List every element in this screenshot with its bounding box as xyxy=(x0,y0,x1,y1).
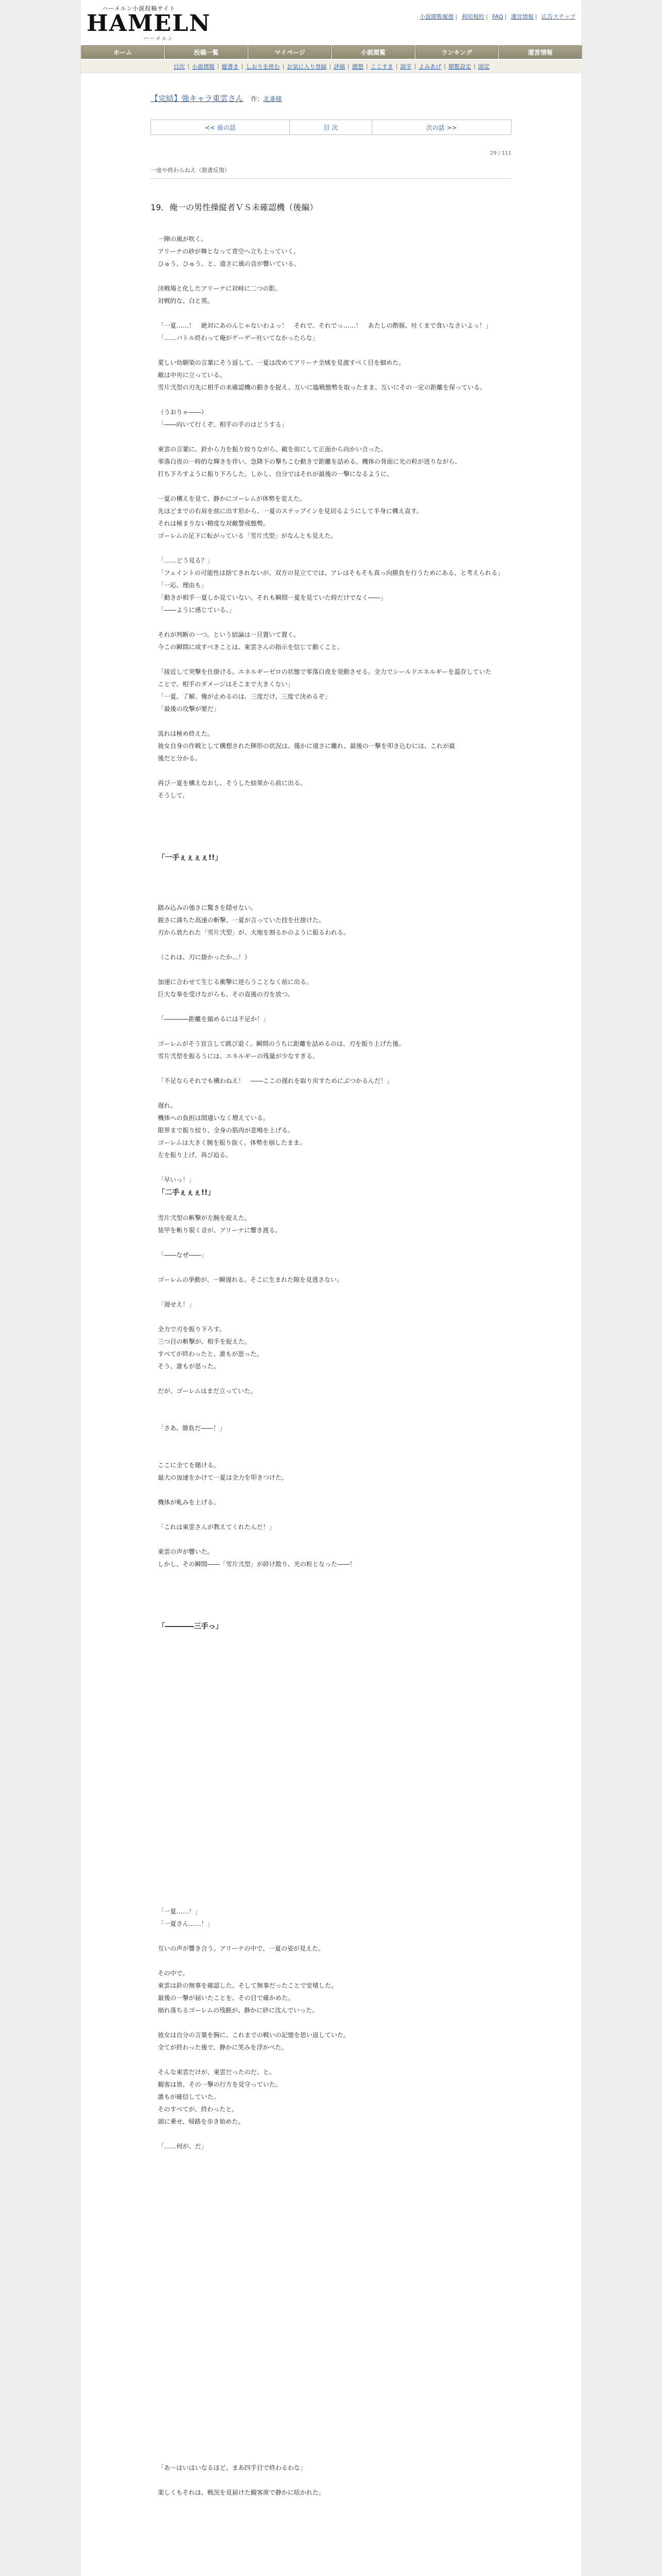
body-paragraph xyxy=(158,1025,514,1038)
toplink-operation[interactable]: 運営情報 xyxy=(511,13,534,20)
body-paragraph xyxy=(158,1646,514,1658)
subnav-toc[interactable]: 目次 xyxy=(173,63,185,70)
body-paragraph xyxy=(158,2511,514,2523)
body-paragraph: 「……何が、だ」 xyxy=(158,2143,208,2150)
subnav-favorite[interactable]: お気に入り登録 xyxy=(287,63,327,70)
body-paragraph xyxy=(158,2264,514,2276)
body-paragraph: 「――ように感じている。」 xyxy=(158,606,236,614)
body-paragraph xyxy=(158,653,514,666)
nav-info[interactable]: 運営情報 xyxy=(499,45,582,59)
body-paragraph: ひゅう、ひゅう、と、遠さに風の音が響いている。 xyxy=(158,260,301,267)
body-paragraph: 加速に合わせて生じる衝撃に逆らうことなく前に出る。 xyxy=(158,978,313,986)
body-paragraph: 雪片弐型の斬撃が左腕を捉えた。 xyxy=(158,1214,251,1222)
body-paragraph: その中で。 xyxy=(158,1970,189,1977)
subnav-rate[interactable]: 評価 xyxy=(334,63,345,70)
body-paragraph xyxy=(158,877,514,889)
body-paragraph: 全力で刃を振り下ろす。 xyxy=(158,1326,226,1333)
body-paragraph: 「あ～はいはいなるほど。まあ四手目で終わるわな」 xyxy=(158,2464,307,2471)
body-paragraph xyxy=(158,1001,514,1013)
logo-tagline: ハーメルン小説投稿サイト xyxy=(102,5,176,12)
subnav-vertical[interactable]: 縦書き xyxy=(221,63,239,70)
body-paragraph xyxy=(158,1930,514,1942)
body-paragraph xyxy=(158,1533,514,1546)
body-paragraph: 三つ目の斬撃が、相手を捉えた。 xyxy=(158,1338,251,1345)
body-paragraph xyxy=(158,715,514,727)
site-logo[interactable] xyxy=(87,3,211,42)
body-paragraph xyxy=(158,2214,514,2227)
body-paragraph: 「――――距離を縮めるには不足か！」 xyxy=(158,1015,270,1023)
body-paragraph xyxy=(158,2499,514,2511)
body-paragraph: 「接近して突撃を仕掛ける。エネルギーゼロの状態で零落白夜を発動させる。全力でシールドエネルギーを温存していた xyxy=(158,668,492,675)
body-paragraph: ゴーレムがそう宣言して跳び退く。瞬間のうちに距離を詰めるのは、刃を振り上げた後。 xyxy=(158,1040,405,1047)
body-paragraph: 「一応、理由も」 xyxy=(158,582,208,589)
author-label: 作： xyxy=(251,95,263,103)
body-paragraph: 観客は皆、その一撃の行方を見守っていた。 xyxy=(158,2081,282,2088)
body-paragraph: 誰もが確信していた。 xyxy=(158,2093,220,2100)
body-paragraph: 装甲を斬り裂く音が、アリーナに響き渡る。 xyxy=(158,1227,282,1234)
body-paragraph: 機体への負担は間違いなく増えている。 xyxy=(158,1114,270,1122)
body-paragraph xyxy=(158,2437,514,2449)
nav-ranking[interactable]: ランキング xyxy=(416,45,498,59)
body-paragraph xyxy=(158,1372,514,1385)
body-paragraph xyxy=(158,616,514,629)
body-paragraph: 東雲の言葉に、鈴から力を振り絞りながら、敵を前にして正面から向かい合った。 xyxy=(158,446,387,453)
subnav-comment[interactable]: 感想 xyxy=(352,63,363,70)
body-paragraph: 「フェイントの可能性は捨てきれないが、双方の見立てでは、アレはそもそも真っ向勝負を行うためにある、と考えられる」 xyxy=(158,569,504,577)
toplink-faq[interactable]: FAQ xyxy=(492,13,503,20)
divider xyxy=(151,178,511,179)
subnav-info[interactable]: 小説情報 xyxy=(192,63,215,70)
top-links: 小説閲覧履歴 | 利用規約 | FAQ | 運営情報 | 広告ステップ xyxy=(420,13,575,20)
nav-mypage[interactable]: マイページ xyxy=(249,45,331,59)
body-paragraph xyxy=(158,826,514,839)
body-paragraph: 「さあ、勝負だ――！」 xyxy=(158,1425,226,1432)
body-paragraph: 踏み込みの強さに驚きを隠せない。 xyxy=(158,904,257,911)
body-paragraph xyxy=(158,270,514,282)
subnav-readaloud[interactable]: よみあげ xyxy=(419,63,442,70)
body-paragraph: 一夏の構えを見て、静かにゴーレムが体勢を変えた。 xyxy=(158,495,306,502)
body-paragraph xyxy=(158,1658,514,1670)
body-paragraph: 今この瞬間に成すべきことは、東雲さんの指示を信じて動くこと。 xyxy=(158,643,343,651)
sub-nav: 目次 | 小説情報 | 縦書き | しおりを挟む | お気に入り登録 | 評価 | 感想 | ここすき | 誤字 | よみあげ | 閲覧設定 | 固定 xyxy=(80,60,583,73)
body-paragraph: 「一夏、了解。俺が止めるのは、三度だけ。三度で決めるぞ」 xyxy=(158,693,331,700)
toc-link[interactable]: 目 次 xyxy=(290,120,372,134)
main-nav xyxy=(80,45,583,59)
body-paragraph: 後だと分かる。 xyxy=(158,755,202,762)
body-paragraph: 「――なぜ――」 xyxy=(158,1251,208,1259)
body-paragraph xyxy=(158,2128,514,2140)
body-paragraph xyxy=(158,889,514,902)
page-container xyxy=(80,0,582,2576)
chapter-preface: 一度や終わらねえ（筋書反復） xyxy=(151,167,230,174)
body-paragraph: 限界まで振り絞り、全身の筋肉が悲鳴を上げる。 xyxy=(158,1127,294,1134)
body-paragraph xyxy=(158,1744,514,1757)
body-paragraph: 「一夏……！」 xyxy=(158,1908,202,1915)
body-paragraph xyxy=(158,1236,514,1249)
body-paragraph: 左を振り上げ、再び迫る。 xyxy=(158,1151,232,1159)
body-paragraph: そう、誰もが思った。 xyxy=(158,1363,220,1370)
body-paragraph: 遅れ。 xyxy=(158,1102,177,1109)
body-paragraph: そのすべてが、終わったと。 xyxy=(158,2106,238,2113)
body-paragraph: それは極まりない精度な対敵警戒態勢。 xyxy=(158,520,270,527)
body-paragraph: ゴーレムの足下に転がっている「雪片弐型」がなんとも見えた。 xyxy=(158,532,337,539)
body-paragraph: アリーナの砂が舞となって青空へ立ち上っていく。 xyxy=(158,248,300,255)
body-paragraph xyxy=(158,1794,514,1806)
body-paragraph: 打ち下ろすように振り下ろした。しかし、自分ではそれが最後の一撃になるように、 xyxy=(158,470,393,478)
body-paragraph xyxy=(158,765,514,777)
body-paragraph xyxy=(158,1410,514,1422)
body-paragraph: そんな東雲だけが、東雲だったのだ、と。 xyxy=(158,2069,276,2076)
toplink-history[interactable]: 小説閲覧履歴 xyxy=(420,13,454,20)
body-paragraph xyxy=(158,2289,514,2301)
chapter-nav xyxy=(151,120,511,135)
body-paragraph: すべてが終わったと、誰もが思った。 xyxy=(158,1350,263,1358)
body-paragraph: 「一夏さん……！」 xyxy=(158,1920,214,1927)
body-paragraph xyxy=(158,2301,514,2313)
body-paragraph xyxy=(158,1769,514,1782)
body-paragraph: 雪片弐型を振るうには、エネルギーの残量が少なすぎる。 xyxy=(158,1053,319,1060)
body-paragraph: 鋭さに満ちた高速の斬撃、一夏が言っていた技を仕掛けた。 xyxy=(158,917,325,924)
prev-chapter-link[interactable]: << 前の話 xyxy=(151,120,290,134)
body-paragraph xyxy=(158,2227,514,2239)
body-paragraph xyxy=(158,939,514,951)
body-paragraph: 敵は中央に立っている。 xyxy=(158,371,226,379)
body-paragraph: （これは、刃に掛かったか…！） xyxy=(158,954,251,961)
body-paragraph xyxy=(158,2313,514,2326)
body-paragraph xyxy=(158,1720,514,1732)
body-paragraph: 最後の一撃が届いたことを、その目で確かめた。 xyxy=(158,1994,294,2002)
body-paragraph: 「二手ぇぇぇ!!」 xyxy=(158,1189,215,1197)
body-paragraph xyxy=(158,2548,514,2561)
body-paragraph: 零落白夜の一時的な輝きを伴い、急降下の撃ちこむ動きで距離を詰める。機体の背面に光の粒が迸りながら、 xyxy=(158,458,461,465)
body-paragraph xyxy=(158,963,514,976)
body-paragraph xyxy=(158,2251,514,2264)
body-paragraph xyxy=(158,865,514,877)
body-paragraph xyxy=(158,2239,514,2251)
nav-home[interactable]: ホーム xyxy=(81,45,164,59)
subnav-settings[interactable]: 閲覧設定 xyxy=(448,63,471,70)
body-paragraph: ことで、相手のダメージはそこまで大きくない」 xyxy=(158,681,294,688)
body-paragraph xyxy=(158,2363,514,2375)
body-paragraph: 「これは東雲さんが教えてくれたんだ！」 xyxy=(158,1523,276,1531)
body-paragraph: 「一手ぇぇぇぇ!!」 xyxy=(158,854,222,862)
nav-browse[interactable]: 小説閲覧 xyxy=(332,45,415,59)
body-paragraph xyxy=(158,1583,514,1595)
body-paragraph xyxy=(158,802,514,814)
body-paragraph xyxy=(158,1595,514,1607)
body-paragraph xyxy=(158,1819,514,1831)
body-paragraph xyxy=(158,1831,514,1843)
body-paragraph xyxy=(158,480,514,493)
body-paragraph: だが、ゴーレムはまだ立っていた。 xyxy=(158,1387,257,1395)
body-paragraph: しかし、その瞬間――「雪片弐型」が砕け散り、光の粒となった――！ xyxy=(158,1561,356,1568)
body-paragraph: 巨大な拳を受けながらも、その直後の刃を放つ。 xyxy=(158,991,294,998)
body-paragraph xyxy=(158,2536,514,2548)
novel-header xyxy=(151,93,511,104)
body-paragraph xyxy=(158,1161,514,1174)
chapter-counter: 29 / 111 xyxy=(490,150,511,156)
body-paragraph: 決戦場と化したアリーナに対峙に二つの影。 xyxy=(158,285,282,292)
body-paragraph xyxy=(158,2153,514,2165)
body-paragraph xyxy=(158,1484,514,1496)
body-paragraph xyxy=(158,1670,514,1683)
body-paragraph xyxy=(158,431,514,443)
body-paragraph xyxy=(158,1261,514,1274)
body-paragraph: 愛しい幼馴染の言葉にそう返して、一夏は改めてアリーナ全域を見渡すべく目を細めた。 xyxy=(158,359,405,366)
body-paragraph xyxy=(158,2561,514,2573)
next-chapter-link[interactable]: 次の話 >> xyxy=(426,124,457,131)
body-paragraph: 互いの声が響き合う。アリーナの中で、一夏の姿が見えた。 xyxy=(158,1945,325,1952)
body-paragraph: 全てが終わった後で、静かに笑みを浮かべた。 xyxy=(158,2044,288,2051)
body-paragraph: 再び一夏を構えなおし、そうした結果から前に出る。 xyxy=(158,779,307,787)
body-paragraph xyxy=(158,1732,514,1744)
body-paragraph xyxy=(158,1397,514,1410)
body-paragraph: （うおりゃ――） xyxy=(158,409,208,416)
body-paragraph: ゴーレムは大きく腕を振り抜く。体勢を崩したまま。 xyxy=(158,1139,306,1146)
body-paragraph: 「不足ならそれでも構わねえ！ ――ここの遅れを取り戻すためにぶつかるんだ！」 xyxy=(158,1077,393,1084)
subnav-pin[interactable]: 固定 xyxy=(478,63,490,70)
body-paragraph xyxy=(158,2190,514,2202)
body-paragraph xyxy=(158,1570,514,1583)
nav-posts[interactable]: 投稿一覧 xyxy=(165,45,247,59)
body-paragraph: 彼女は自分の言葉を胸に、これまでの戦いの記憶を思い返していた。 xyxy=(158,2031,350,2039)
chapter-title: 19．俺一の男性操縦者ＶＳ未確認機（後編） xyxy=(151,202,318,212)
body-paragraph xyxy=(158,814,514,826)
body-paragraph xyxy=(158,394,514,406)
body-paragraph xyxy=(158,1757,514,1769)
body-paragraph xyxy=(158,1199,514,1212)
body-paragraph: ゴーレムの挙動が、一瞬遅れる。そこに生まれた隙を見逃さない。 xyxy=(158,1276,343,1283)
body-paragraph xyxy=(158,2202,514,2214)
body-paragraph: 崩れ落ちるゴーレムの残骸が、静かに砂に沈んでいった。 xyxy=(158,2007,319,2014)
body-paragraph xyxy=(158,1087,514,1099)
body-paragraph xyxy=(158,2425,514,2437)
body-paragraph xyxy=(158,1843,514,1856)
body-paragraph xyxy=(158,1880,514,1893)
body-paragraph xyxy=(158,1856,514,1868)
body-paragraph: 「……どう見る？」 xyxy=(158,557,214,564)
body-paragraph: 「最後の攻撃が要だ」 xyxy=(158,705,220,713)
body-paragraph xyxy=(158,1447,514,1459)
body-paragraph: 東雲の声が響いた。 xyxy=(158,1548,214,1555)
body-paragraph: 刃から放たれた「雪片弐型」が、大地を割るかのように振るわれる。 xyxy=(158,929,350,936)
body-paragraph xyxy=(158,1782,514,1794)
body-paragraph xyxy=(158,2573,514,2576)
body-paragraph xyxy=(158,1286,514,1298)
toplink-ad[interactable]: 広告ステップ xyxy=(541,13,575,20)
body-paragraph xyxy=(158,2016,514,2029)
body-paragraph xyxy=(158,839,514,851)
toplink-terms[interactable]: 利用規約 xyxy=(461,13,485,20)
body-paragraph: 対戦的な、白と黒。 xyxy=(158,297,214,304)
body-paragraph: 「――――三手っ」 xyxy=(158,1622,223,1631)
body-paragraph: 一陣の風が吹く。 xyxy=(158,235,207,243)
subnav-typo[interactable]: 誤字 xyxy=(400,63,412,70)
body-paragraph: 「動きが相手一夏しか見ていない。それも瞬間一夏を見ていた時だけでなく――」 xyxy=(158,594,387,601)
logo-kana: ハーメルン xyxy=(143,36,174,42)
body-paragraph xyxy=(158,2412,514,2425)
body-paragraph: 最大の加速をかけて一夏は全力を叩きつけた。 xyxy=(158,1474,288,1481)
body-paragraph: 「一夏……！ 絶対にあのんじゃないわよっ！ それで、それでっ……！ あたしの酢豚、吐くまで食いなさいよっ！」 xyxy=(158,322,492,329)
body-paragraph: 「――向いて行くぞ、相手の手のはどうする」 xyxy=(158,421,288,428)
body-paragraph xyxy=(158,1509,514,1521)
body-paragraph xyxy=(158,1955,514,1967)
subnav-kokosuki[interactable]: ここすき xyxy=(370,63,393,70)
subnav-bookmark[interactable]: しおりを挟む xyxy=(245,63,280,70)
novel-title-link[interactable]: 【完結】強キャラ東雲さん xyxy=(151,94,244,103)
body-paragraph xyxy=(158,2165,514,2177)
body-paragraph xyxy=(158,1434,514,1447)
body-paragraph: 楽しくもそれは、戦況を見届けた観客席で静かに呟かれた。 xyxy=(158,2489,325,2496)
body-paragraph xyxy=(158,1893,514,1905)
body-paragraph xyxy=(158,1806,514,1819)
site-header xyxy=(80,0,582,44)
body-paragraph xyxy=(158,2350,514,2363)
body-paragraph xyxy=(158,344,514,357)
body-paragraph xyxy=(158,2177,514,2190)
body-paragraph xyxy=(158,2400,514,2412)
body-paragraph: 雪片弐型の刃先に相手の未確認機の動きを捉え、互いに臨戦態勢を取ったまま、互いにその一定の距離を保っている。 xyxy=(158,384,486,391)
body-paragraph: 頭に乗せ、帰路を歩き始めた。 xyxy=(158,2118,244,2125)
body-paragraph: 先ほどまでの右肩を前に出す形から、一夏のステップインを見切るようにして半身に構え直す。 xyxy=(158,507,423,515)
body-paragraph xyxy=(158,1683,514,1695)
body-paragraph xyxy=(158,2276,514,2289)
body-paragraph: 東雲は鈴の無事を確認した。そして無事だったことで安堵した。 xyxy=(158,1982,338,1989)
body-paragraph: 彼女自身の作戦として構想された陣形の状況は、僅かに遠さに離れ、最後の一撃を叩き込むには、これが最 xyxy=(158,742,455,750)
body-paragraph: それが判断の一つ。という結論は一旦置いて置く。 xyxy=(158,631,300,638)
logo-wordmark: HAMELN xyxy=(87,10,211,37)
body-paragraph xyxy=(158,2375,514,2387)
body-paragraph xyxy=(158,307,514,319)
body-paragraph: 機体が軋みを上げる。 xyxy=(158,1499,220,1506)
body-paragraph xyxy=(158,2338,514,2350)
body-paragraph: 「遅せえ！」 xyxy=(158,1301,195,1308)
body-paragraph xyxy=(158,2474,514,2486)
body-paragraph: 流れは極め終えた。 xyxy=(158,730,214,737)
body-paragraph xyxy=(158,1868,514,1880)
body-paragraph xyxy=(158,1633,514,1646)
body-paragraph: そうして、 xyxy=(158,792,189,799)
body-paragraph xyxy=(158,1062,514,1075)
body-paragraph xyxy=(158,2449,514,2462)
author-link[interactable]: 北斎様 xyxy=(263,95,282,103)
body-paragraph xyxy=(158,2326,514,2338)
body-paragraph xyxy=(158,2387,514,2400)
body-paragraph: 「早いっ！」 xyxy=(158,1176,195,1183)
body-paragraph xyxy=(158,1695,514,1707)
body-paragraph xyxy=(158,1607,514,1620)
body-paragraph: 「……バトル終わって俺がゲーゲー吐いてなかったらな」 xyxy=(158,334,319,342)
body-paragraph xyxy=(158,1311,514,1323)
body-paragraph xyxy=(158,2523,514,2536)
body-paragraph xyxy=(158,2054,514,2066)
chapter-body xyxy=(158,233,514,2576)
body-paragraph: ここに全てを賭ける。 xyxy=(158,1462,220,1469)
body-paragraph xyxy=(158,542,514,554)
body-paragraph xyxy=(158,1707,514,1720)
